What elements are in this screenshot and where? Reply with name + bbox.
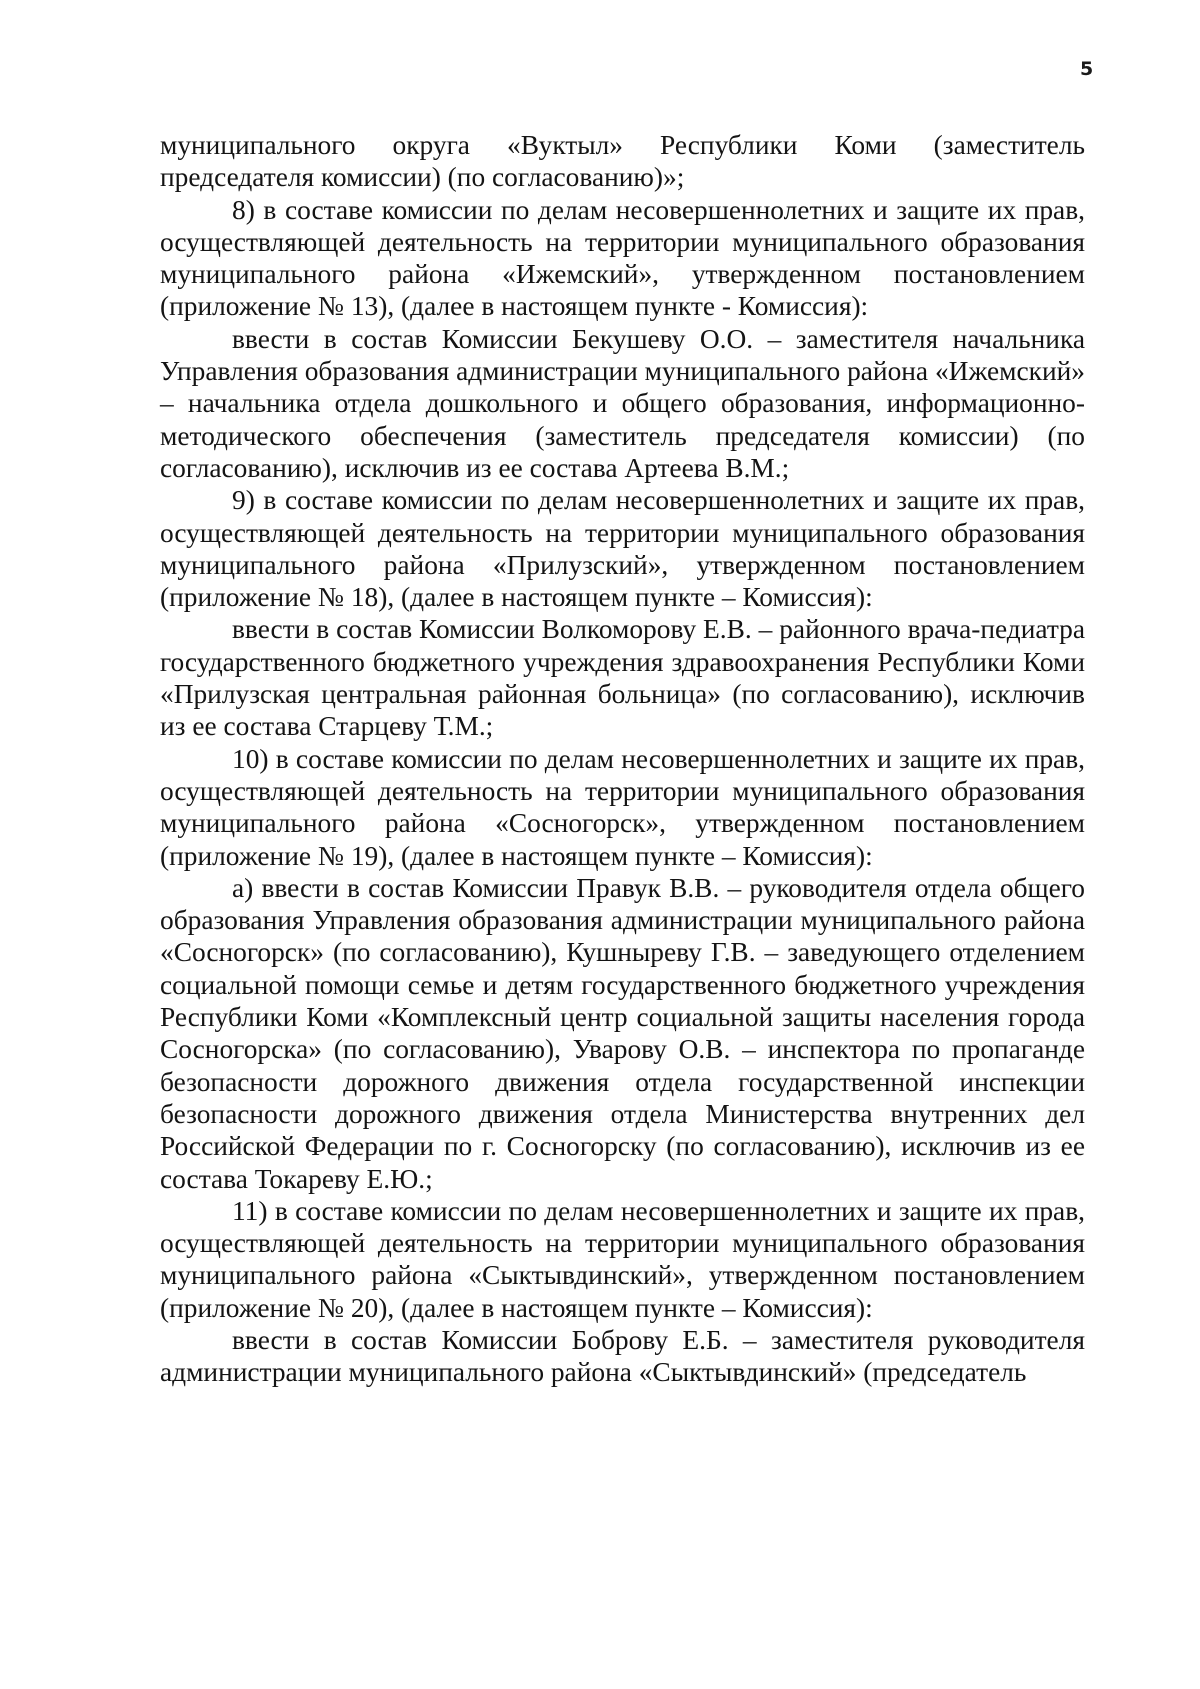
paragraph-continuation: муниципального округа «Вуктыл» Республики Коми (заместитель председателя комиссии) (по согласованию)»; — [160, 130, 1085, 193]
page-number: 5 — [1080, 58, 1094, 80]
paragraph-item-10-amendment-a: а) ввести в состав Комиссии Правук В.В. – руководителя отдела общего образования Управления образования администрации муниципального района «Сосногорск» (по согласованию), Кушныреву Г.В. – заведующего отделением социальной помощи семье и детям государственного бюджетного учреждения Республики Коми «Комплексный центр социальной защиты населения города Сосногорска» (по согласованию), Уварову О.В. – инспектора по пропаганде безопасности дорожного движения отдела государственной инспекции безопасности дорожного движения отдела Министерства внутренних дел Российской Федерации по г. Сосногорску (по согласованию), исключив из ее состава Токареву Е.Ю.; — [160, 872, 1085, 1194]
paragraph-item-8: 8) в составе комиссии по делам несовершеннолетних и защите их прав, осуществляющей деятельность на территории муниципального образования муниципального района «Ижемский», утвержденном постановлением (приложение № 13), (далее в настоящем пункте - Комиссия): — [160, 194, 1085, 322]
paragraph-item-8-amendment: ввести в состав Комиссии Бекушеву О.О. – заместителя начальника Управления образования администрации муниципального района «Ижемский» – начальника отдела дошкольного и общего образования, информационно-методического обеспечения (заместитель председателя комиссии) (по согласованию), исключив из ее состава Артеева В.М.; — [160, 323, 1085, 483]
paragraph-item-10: 10) в составе комиссии по делам несовершеннолетних и защите их прав, осуществляющей деятельность на территории муниципального образования муниципального района «Сосногорск», утвержденном постановлением (приложение № 19), (далее в настоящем пункте – Комиссия): — [160, 743, 1085, 871]
paragraph-item-11-amendment: ввести в состав Комиссии Боброву Е.Б. – заместителя руководителя администрации муниципального района «Сыктывдинский» (председатель — [160, 1324, 1085, 1388]
document-body — [160, 129, 1085, 1389]
paragraph-item-9: 9) в составе комиссии по делам несовершеннолетних и защите их прав, осуществляющей деятельность на территории муниципального образования муниципального района «Прилузский», утвержденном постановлением (приложение № 18), (далее в настоящем пункте – Комиссия): — [160, 485, 1085, 613]
paragraph-item-11: 11) в составе комиссии по делам несовершеннолетних и защите их прав, осуществляющей деятельность на территории муниципального образования муниципального района «Сыктывдинский», утвержденном постановлением (приложение № 20), (далее в настоящем пункте – Комиссия): — [160, 1195, 1085, 1323]
paragraph-item-9-amendment: ввести в состав Комиссии Волкоморову Е.В. – районного врача-педиатра государственного бюджетного учреждения здравоохранения Республики Коми «Прилузская центральная районная больница» (по согласованию), исключив из ее состава Старцеву Т.М.; — [160, 614, 1085, 742]
